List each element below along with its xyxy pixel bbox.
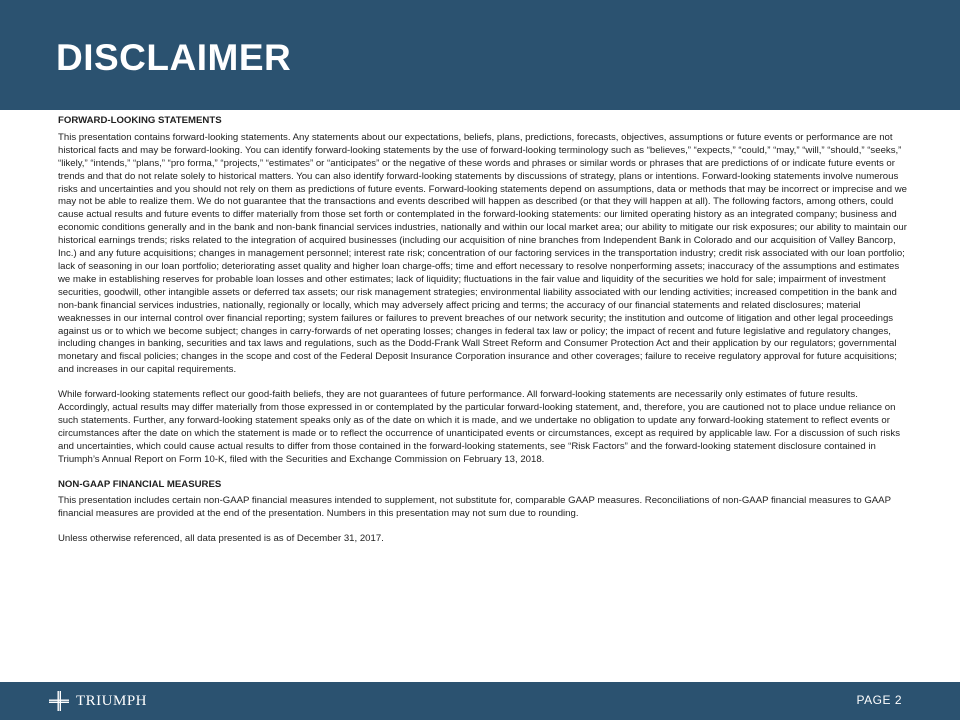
paragraph: This presentation contains forward-looking statements. Any statements about our expectations, beliefs, plans, predictions, forecasts, objectives, assumptions or future events or performance are not historical facts and may be forward-looking. You can identify forward-looking statements by the use of forward-looking terminology such as “believes,” “expects,” “could,” “may,” “will,” “should,” “seeks,” “likely,” “intends,” “plans,” “pro forma,” “projects,” “estimates” or “anticipates” or the negative of these words and phrases or similar words or phrases that are predictions of or indicate future events or trends and that do not relate solely to historical matters. You can also identify forward-looking statements by discussions of strategy, plans or intentions. Forward-looking statements involve numerous risks and uncertainties and you should not rely on them as predictions of future events. Forward-looking statements depend on assumptions, data or methods that may be incorrect or imprecise and we may not be able to realize them. We do not guarantee that the transactions and events described will happen as described (or that they will happen at all). The following factors, among others, could cause actual results and future events to differ materially from those set forth or contemplated in the forward-looking statements: our limited operating history as an integrated company; business and economic conditions generally and in the bank and non-bank financial services industries, nationally and within our local market area; our ability to mitigate our risk exposures; our ability to maintain our historical earnings trends; risks related to the integration of acquired businesses (including our acquisition of nine branches from Independent Bank in Colorado and our acquisition of Valley Bancorp, Inc.) and any future acquisitions; changes in management personnel; interest rate risk; concentration of our factoring services in the transportation industry; credit risk associated with our loan portfolio; lack of seasoning in our loan portfolio; deteriorating asset quality and higher loan charge-offs; time and effort necessary to resolve nonperforming assets; inaccuracy of the assumptions and estimates we make in establishing reserves for probable loan losses and other estimates; lack of liquidity; fluctuations in the fair value and liquidity of the securities we hold for sale; impairment of investment securities, goodwill, other intangible assets or deferred tax assets; our risk management strategies; environmental liability associated with our lending activities; increased competition in the bank and non-bank financial services industries, nationally, regionally or locally, which may adversely affect pricing and terms; the accuracy of our financial statements and related disclosures; material weaknesses in our internal control over financial reporting; system failures or failures to prevent breaches of our network security; the institution and outcome of litigation and other legal proceedings against us or to which we become subject; changes in carry-forwards of net operating losses; changes in federal tax law or policy; the impact of recent and future legislative and regulatory changes, including changes in banking, securities and tax laws and regulations, such as the Dodd-Frank Wall Street Reform and Consumer Protection Act and their application by our regulators; governmental monetary and fiscal policies; changes in the scope and cost of the Federal Deposit Insurance Corporation insurance and other coverages; failure to receive regulatory approval for future acquisitions; and increases in our capital requirements. <box>58 131 907 376</box>
section-heading: NON-GAAP FINANCIAL MEASURES <box>58 478 222 490</box>
triumph-cross-logo-icon <box>48 690 70 712</box>
header-bar <box>0 0 960 110</box>
paragraph: Unless otherwise referenced, all data presented is as of December 31, 2017. <box>58 533 384 545</box>
logo-wordmark: TRIUMPH <box>76 692 148 709</box>
section-heading: FORWARD-LOOKING STATEMENTS <box>58 115 222 126</box>
page-title: DISCLAIMER <box>56 37 292 78</box>
disclaimer-body <box>58 115 910 558</box>
triumph-logo <box>48 690 147 712</box>
paragraph: While forward-looking statements reflect our good-faith beliefs, they are not guarantees of future performance. All forward-looking statements are necessarily only estimates of future results. Accordingly, actual results may differ materially from those expressed in or contemplated by the particular forward-looking statement, and, therefore, you are cautioned not to place undue reliance on such statements. Further, any forward-looking statement speaks only as of the date on which it is made, and we undertake no obligation to update any forward-looking statement to reflect events or circumstances after the date on which the statement is made or to reflect the occurrence of unanticipated events or circumstances, except as required by applicable law. For a discussion of such risks and uncertainties, which could cause actual results to differ from those contained in the forward-looking statements, see “Risk Factors” and the forward-looking statement disclosure contained in Triumph’s Annual Report on Form 10-K, filed with the Securities and Exchange Commission on February 13, 2018. <box>58 389 901 465</box>
paragraph: This presentation includes certain non-GAAP financial measures intended to supplement, not substitute for, comparable GAAP measures. Reconciliations of non-GAAP financial measures to GAAP financial measures are provided at the end of the presentation. Numbers in this presentation may not sum due to rounding. <box>58 495 891 520</box>
section-non-gaap <box>58 479 910 547</box>
page-number: PAGE 2 <box>856 693 902 707</box>
section-forward-looking <box>58 115 910 467</box>
footer-bar <box>0 682 960 720</box>
